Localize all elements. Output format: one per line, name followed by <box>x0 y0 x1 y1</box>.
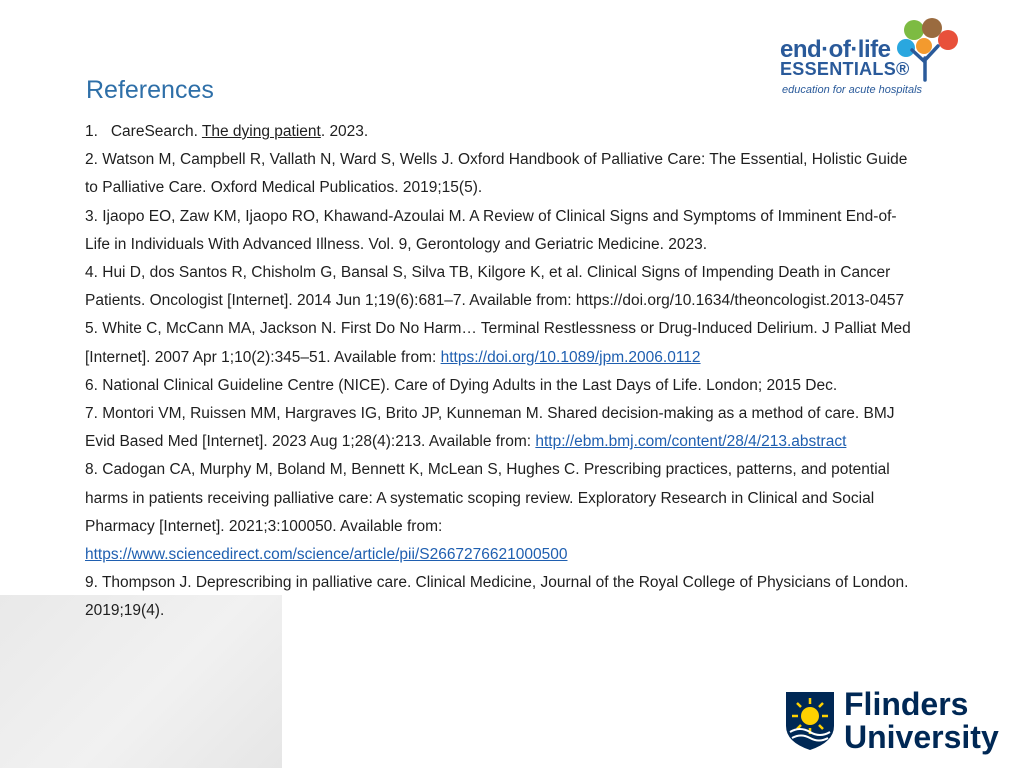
reference-item: 6. National Clinical Guideline Centre (NICE). Care of Dying Adults in the Last Days of Life. London; 2015 Dec. <box>85 376 838 394</box>
reference-link[interactable]: https://doi.org/10.1089/jpm.2006.0112 <box>440 348 701 366</box>
shield-sun-icon <box>786 692 834 750</box>
flinders-logo-line1: Flinders <box>844 686 969 722</box>
caresearch-link[interactable]: The dying patient <box>201 123 321 140</box>
reference-item: 4. Hui D, dos Santos R, Chisholm G, Bansal S, Silva TB, Kilgore K, et al. Clinical Signs of Impending Death in Cancer Patients. Oncologist [Internet]. 2014 Jun 1;19(6):681–7. Available from: https://doi.org/10.1634/theoncologist.2013-0457 <box>85 264 905 310</box>
reference-item: 2. Watson M, Campbell R, Vallath N, Ward S, Wells J. Oxford Handbook of Palliative Care: The Essential, Holistic Guide to Palliative Care. Oxford Medical Publicatios. 2019;15(5). <box>85 151 908 197</box>
reference-item: 9. Thompson J. Deprescribing in palliative care. Clinical Medicine, Journal of the Royal College of Physicians of London. 2019;19(4). <box>85 574 909 620</box>
page-title: References <box>86 76 214 104</box>
reference-item: 5. White C, McCann MA, Jackson N. First Do No Harm… Terminal Restlessness or Drug-Induced Delirium. J Palliat Med [Internet]. 2007 Apr 1;10(2):345–51. Available from: https://doi.org/10.1089/jpm.2006.0112 <box>85 320 911 366</box>
eol-logo-line2: ESSENTIALS® <box>780 59 910 79</box>
eol-logo-tagline: education for acute hospitals <box>782 84 923 96</box>
flinders-logo-line2: University <box>844 719 999 755</box>
reference-list <box>85 118 915 626</box>
end-of-life-essentials-logo <box>780 18 965 100</box>
reference-item: 7. Montori VM, Ruissen MM, Hargraves IG, Brito JP, Kunneman M. Shared decision-making as a method of care. BMJ Evid Based Med [Internet]. 2023 Aug 1;28(4):213. Available from: http://ebm.bmj.com/content/28/4/213.abstract <box>85 405 895 451</box>
reference-link[interactable]: http://ebm.bmj.com/content/28/4/213.abstract <box>535 433 847 451</box>
reference-item: 3. Ijaopo EO, Zaw KM, Ijaopo RO, Khawand-Azoulai M. A Review of Clinical Signs and Symptoms of Imminent End-of-Life in Individuals With Advanced Illness. Vol. 9, Gerontology and Geriatric Medicine. 2023. <box>85 207 897 253</box>
eol-logo-line1: end·of·life <box>780 36 891 63</box>
reference-item: 8. Cadogan CA, Murphy M, Boland M, Bennett K, McLean S, Hughes C. Prescribing practices, patterns, and potential harms in patients receiving palliative care: A systematic scoping review. Exploratory Research in Clinical and Social Pharmacy [Internet]. 2021;3:100050. Available from: https://www.sciencedirect.com/science/article/pii/S2667276621000500 <box>85 461 890 564</box>
reference-link[interactable]: https://www.sciencedirect.com/science/article/pii/S2667276621000500 <box>85 546 568 564</box>
reference-item: 1. CareSearch. The dying patient. 2023. <box>85 123 369 140</box>
flinders-university-logo <box>786 688 1001 758</box>
